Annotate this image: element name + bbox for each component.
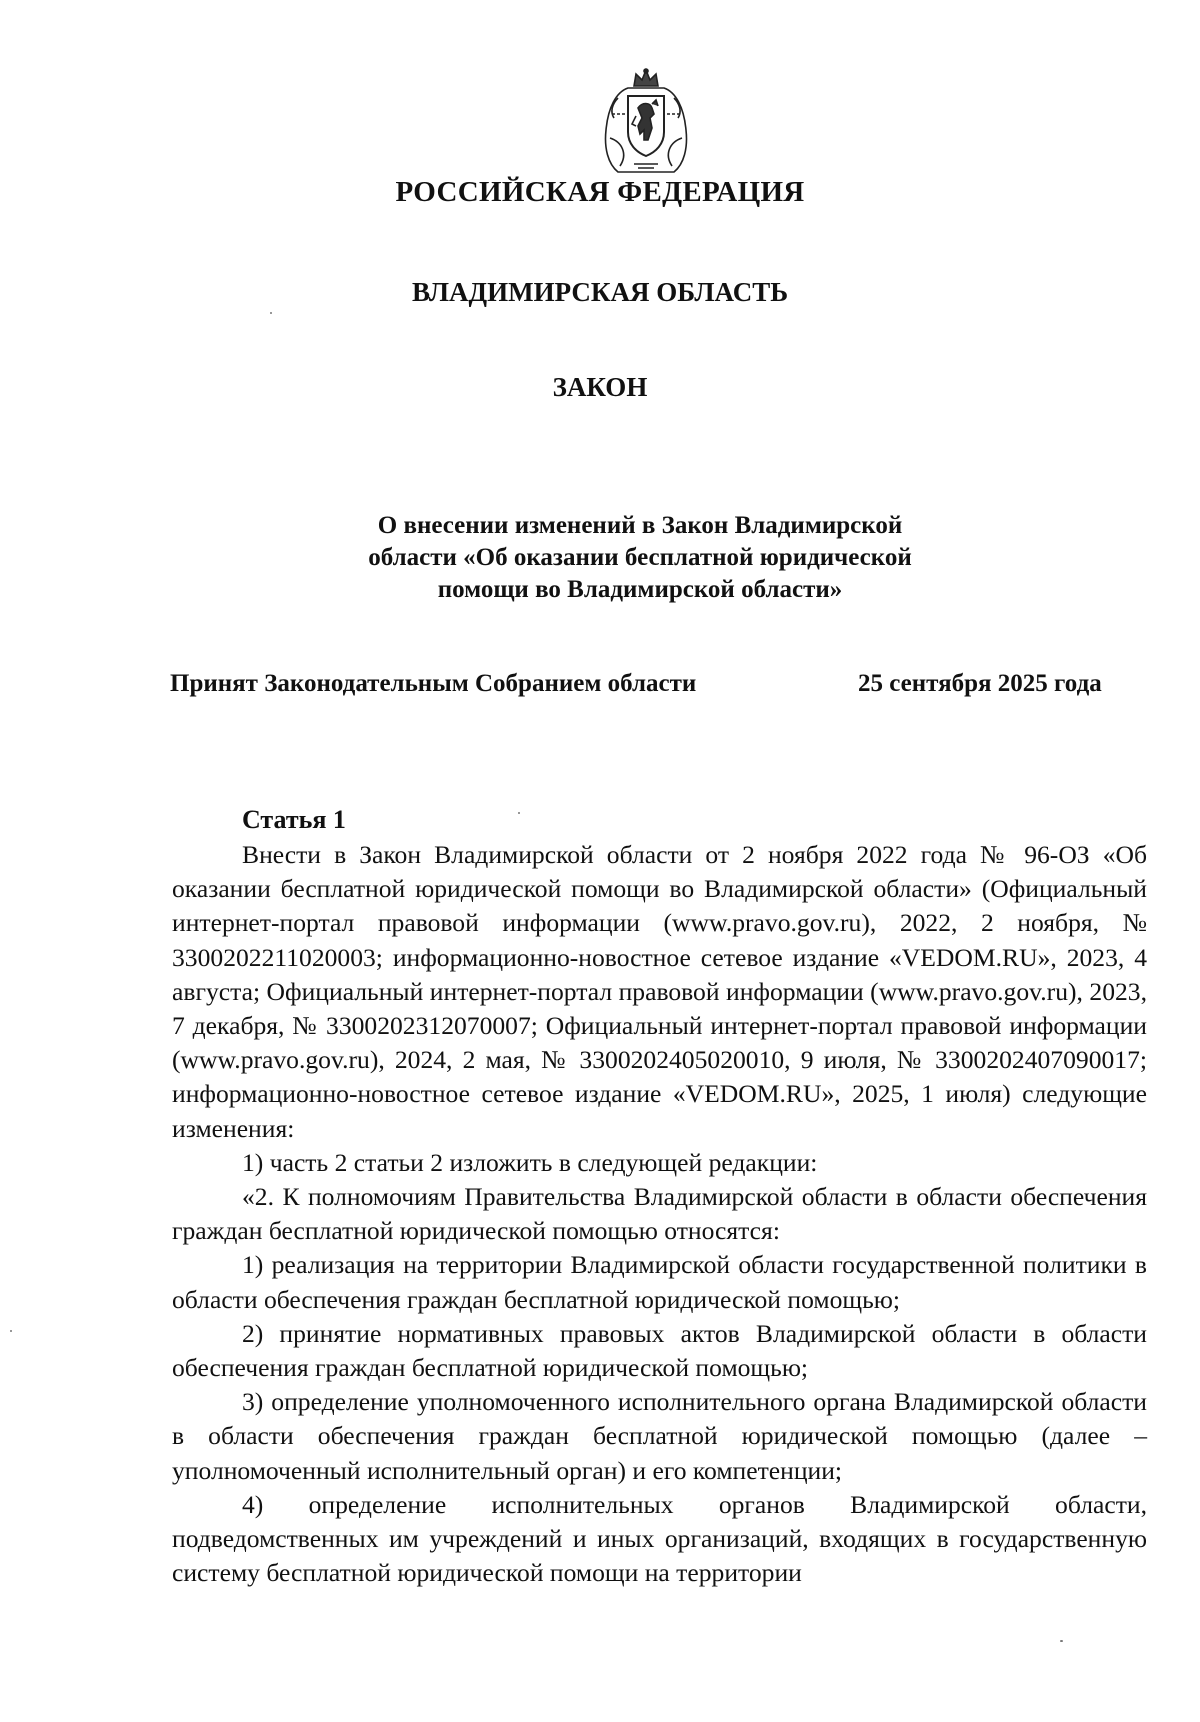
article-paragraph: Внести в Закон Владимирской области от 2 ноября 2022 года № 96-ОЗ «Об оказании бесплатной юридической помощи во Владимирской области» (Официальный интернет-портал правовой информации (www.pravo.gov.ru), 2022, 2 ноября, № 3300202211020003; информационно-новостное сетевое издание «VEDOM.RU», 2023, 4 августа; Официальный интернет-портал правовой информации (www.pravo.gov.ru), 2023, 7 декабря, № 3300202312070007; Официальный интернет-портал правовой информации (www.pravo.gov.ru), 2024, 2 мая, № 3300202405020010, 9 июля, № 3300202407090017; информационно-новостное сетевое издание «VEDOM.RU», 2025, 1 июля) следующие изменения: — [172, 840, 1147, 1143]
article-paragraph: 1) реализация на территории Владимирской области государственной политики в области обеспечения граждан бесплатной юридической помощью; — [172, 1250, 1147, 1314]
article-body — [172, 838, 1147, 1590]
country-heading: РОССИЙСКАЯ ФЕДЕРАЦИЯ — [395, 176, 805, 208]
article-paragraph: 1) часть 2 статьи 2 изложить в следующей редакции: — [242, 1147, 818, 1177]
region-heading: ВЛАДИМИРСКАЯ ОБЛАСТЬ — [411, 277, 789, 307]
article-paragraph: «2. К полномочиям Правительства Владимирской области в области обеспечения граждан бесплатной юридической помощью относятся: — [172, 1182, 1147, 1246]
adopted-date: 25 сентября 2025 года — [858, 670, 1102, 697]
article-heading: Статья 1 — [242, 805, 346, 834]
article-paragraph: 4) определение исполнительных органов Владимирской области, подведомственных им учреждений и иных организаций, входящих в государственную систему бесплатной юридической помощи на территории — [172, 1489, 1147, 1588]
law-title — [320, 510, 960, 606]
law-title-line: помощи во Владимирской области» — [437, 576, 843, 603]
article-paragraph: 2) принятие нормативных правовых актов Владимирской области в области обеспечения граждан бесплатной юридической помощью; — [172, 1318, 1147, 1383]
scan-speck — [518, 812, 520, 814]
scan-speck — [270, 312, 272, 314]
scan-speck — [1060, 1640, 1063, 1642]
scan-speck — [10, 1330, 12, 1332]
law-title-line: области «Об оказании бесплатной юридической — [368, 544, 912, 571]
law-title-line: О внесении изменений в Закон Владимирской — [377, 512, 903, 539]
article-paragraph: 3) определение уполномоченного исполнительного органа Владимирской области в области обеспечения граждан бесплатной юридической помощью (далее – уполномоченный исполнительный орган) и его компетенции; — [172, 1387, 1147, 1485]
coat-of-arms-icon — [598, 68, 694, 176]
document-type-heading: ЗАКОН — [552, 372, 648, 402]
adopted-by: Принят Законодательным Собранием области — [170, 670, 697, 697]
